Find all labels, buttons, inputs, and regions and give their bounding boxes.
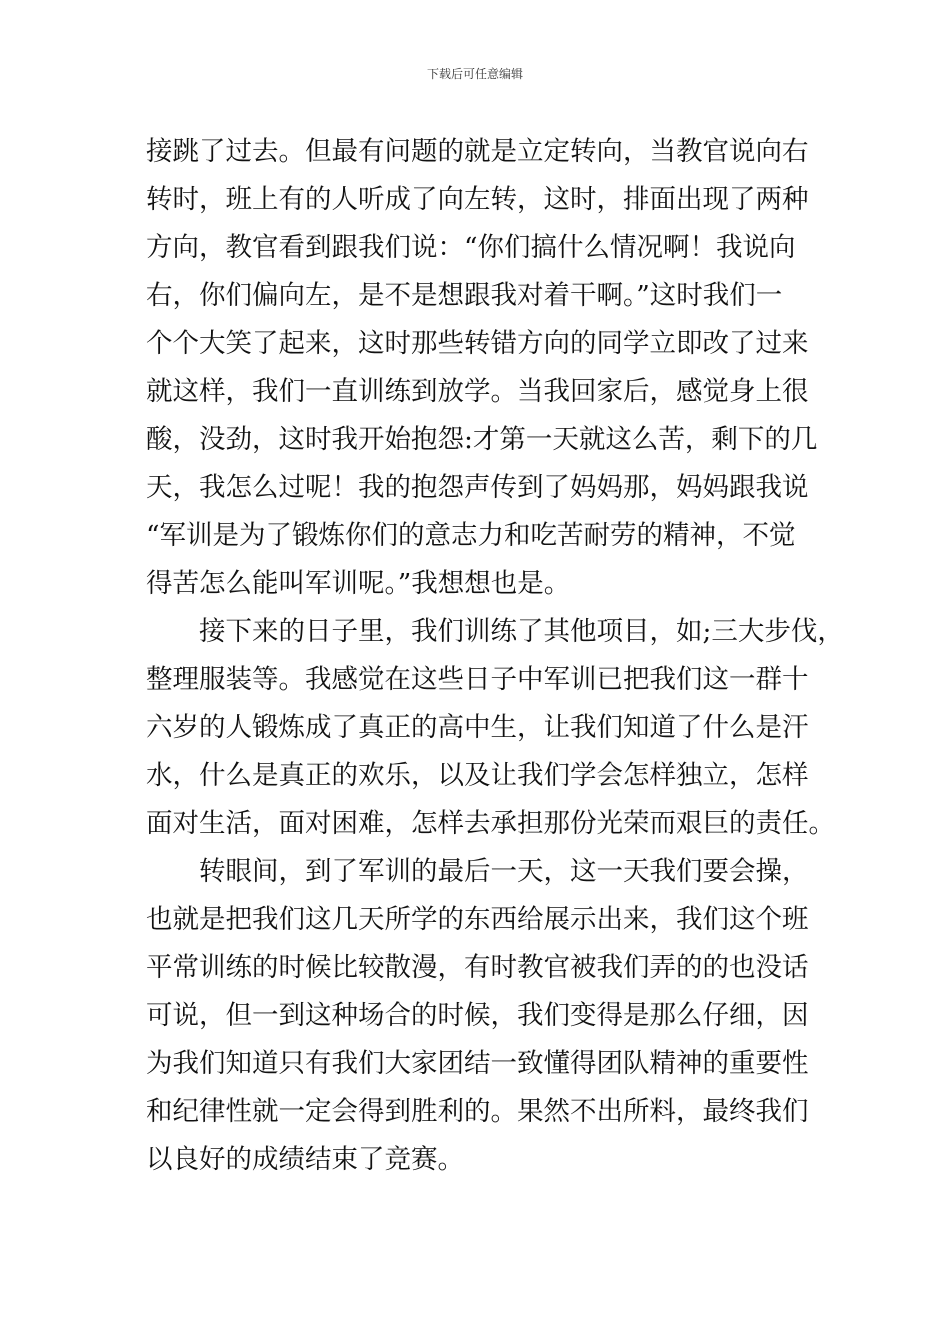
text-line: 可说，但一到这种场合的时候，我们变得是那么仔细，因	[146, 1000, 809, 1031]
paragraph-first-line: 接下来的日子里，我们训练了其他项目，如;三大步伐，	[199, 616, 844, 647]
text-line: 酸，没劲，这时我开始抱怨:才第一天就这么苦，剩下的几	[146, 424, 818, 455]
text-line: 水，什么是真正的欢乐，以及让我们学会怎样独立，怎样	[146, 760, 809, 791]
text-line: 六岁的人锻炼成了真正的高中生，让我们知道了什么是汗	[146, 712, 809, 743]
document-body	[146, 128, 844, 1184]
text-line: 就这样，我们一直训练到放学。当我回家后，感觉身上很	[146, 376, 809, 407]
text-line: 为我们知道只有我们大家团结一致懂得团队精神的重要性	[146, 1048, 809, 1079]
page-header: 下载后可任意编辑	[426, 67, 523, 81]
text-line: 平常训练的时候比较散漫，有时教官被我们弄的的也没话	[146, 952, 809, 983]
text-line: 天，我怎么过呢！我的抱怨声传到了妈妈那，妈妈跟我说	[146, 472, 809, 503]
text-line: 和纪律性就一定会得到胜利的。果然不出所料，最终我们	[146, 1096, 809, 1127]
text-line: 转时，班上有的人听成了向左转，这时，排面出现了两种	[146, 184, 809, 215]
text-line: 面对生活，面对困难，怎样去承担那份光荣而艰巨的责任。	[146, 808, 835, 839]
text-line: 个个大笑了起来，这时那些转错方向的同学立即改了过来	[146, 328, 809, 359]
text-line: 也就是把我们这几天所学的东西给展示出来，我们这个班	[146, 904, 809, 935]
paragraph-first-line: 转眼间，到了军训的最后一天，这一天我们要会操，	[199, 856, 809, 887]
text-line: 接跳了过去。但最有问题的就是立定转向，当教官说向右	[146, 136, 809, 167]
text-line: “军训是为了锻炼你们的意志力和吃苦耐劳的精神，不觉	[146, 520, 796, 551]
text-line: 以良好的成绩结束了竞赛。	[146, 1144, 464, 1175]
text-line: 右，你们偏向左，是不是想跟我对着干啊。”这时我们一	[146, 280, 783, 311]
text-line: 方向，教官看到跟我们说：“你们搞什么情况啊！我说向	[146, 232, 796, 263]
text-line: 得苦怎么能叫军训呢。”我想想也是。	[146, 568, 571, 599]
text-line: 整理服装等。我感觉在这些日子中军训已把我们这一群十	[146, 664, 809, 695]
